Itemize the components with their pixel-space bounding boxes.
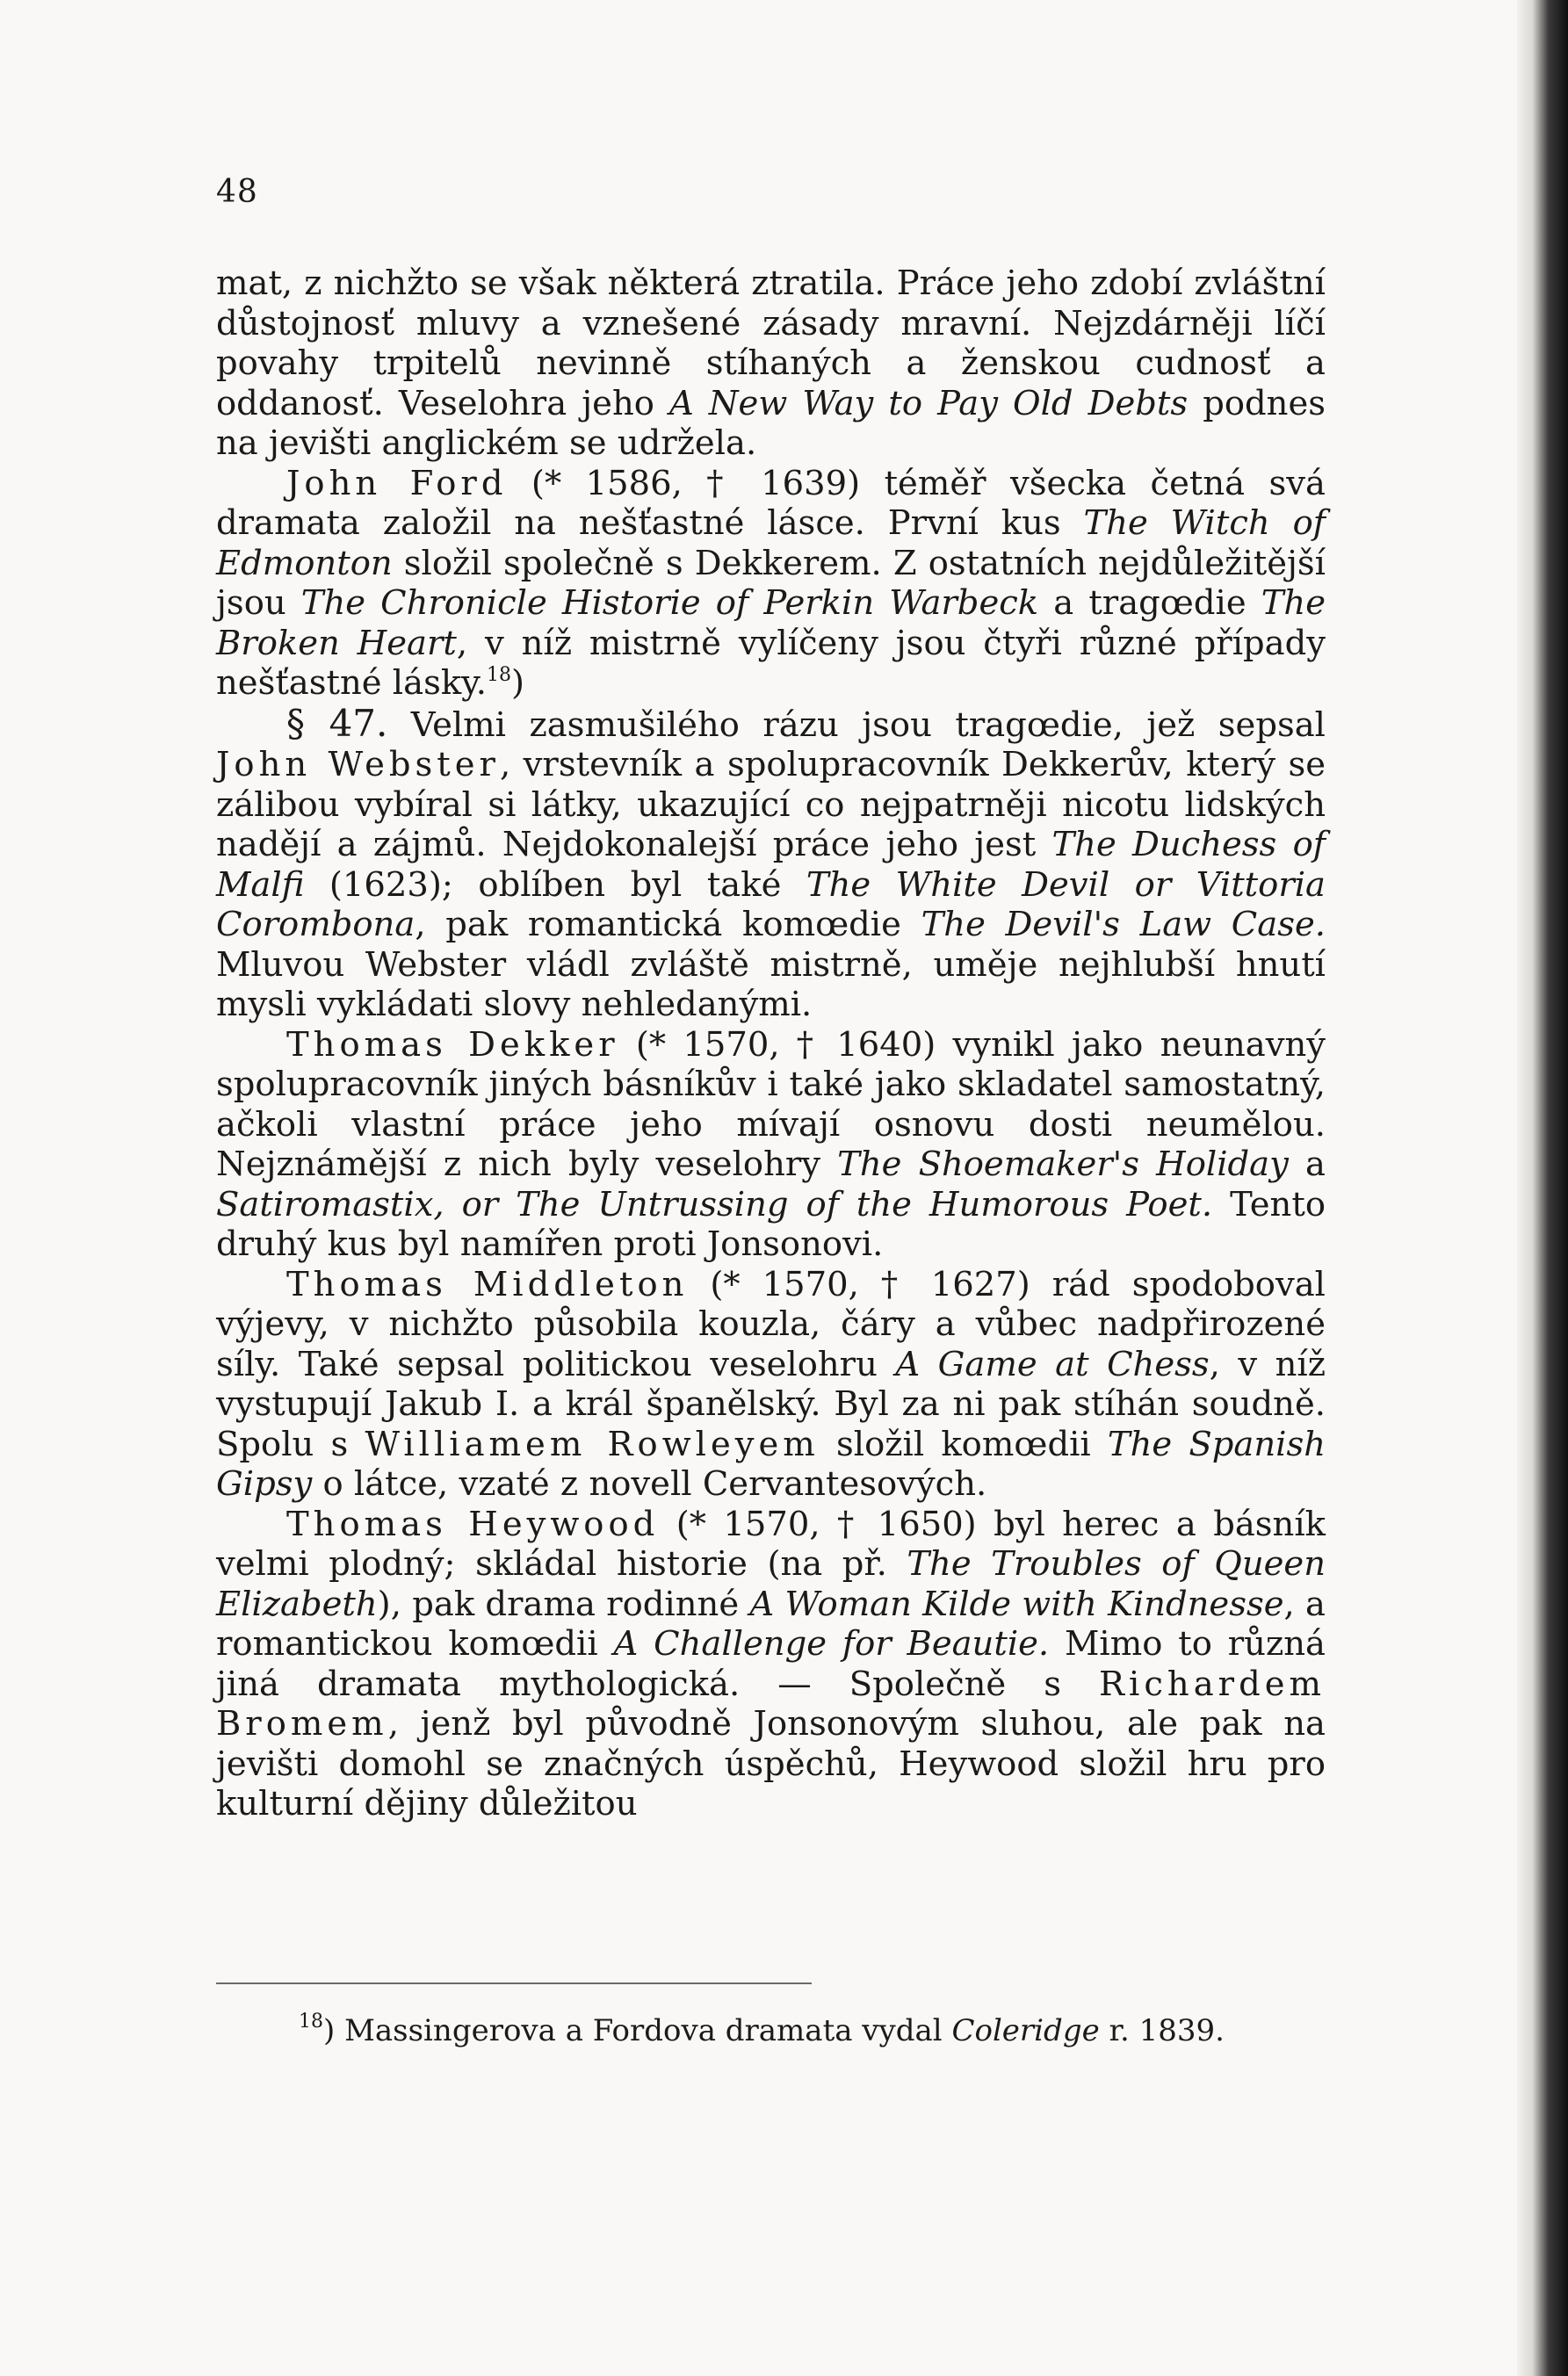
paragraph-thomas-middleton (216, 1265, 1326, 1505)
work-title: Satiromastix, or The Untrussing of the Humorous Poet. (216, 1184, 1213, 1224)
work-title: A Game at Chess (895, 1344, 1210, 1384)
text-run: a (1288, 1145, 1326, 1184)
footnote-text: r. 1839. (1099, 2013, 1225, 2048)
author-name: Williamem Rowleyem (365, 1424, 820, 1464)
work-title: The Witch of Edmonton (216, 503, 1326, 583)
text-run: Tento druhý kus byl namířen proti Jonsonovi. (216, 1184, 1326, 1264)
footnote-18 (299, 2013, 1326, 2048)
text-run: mat, z nichžto se však některá ztratila. Práce jeho zdobí zvláštní důstojnosť mluvy a vznešené zásady mravní. Nejzdárněji líčí povahy trpitelů nevinně stíhaných a ženskou cudnosť a oddanosť. Veselohra jeho (216, 264, 1326, 423)
work-title: The Devil's Law Case. (921, 905, 1326, 944)
footnote-mark: 18 (299, 2011, 323, 2033)
text-run: podnes na jevišti anglickém se udržela. (216, 383, 1326, 463)
footnote-reference[interactable]: 18 (487, 664, 512, 686)
work-title: The Spanish Gipsy (216, 1424, 1326, 1504)
work-title: The Broken Heart (216, 583, 1326, 663)
text-run: složil společně s Dekkerem. Z ostatních nejdůležitější jsou (216, 543, 1326, 623)
text-run: (* 1570, † 1640) vynikl jako neunavný spolupracovník jiných básníkův i také jako skladatel samostatný, ačkoli vlastní práce jeho mívají osnovu dosti neumělou. Nejznámější z nich byly veselohry (216, 1024, 1326, 1184)
text-run: o látce, vzaté z novell Cervantesových. (312, 1464, 987, 1504)
author-name: John Webster (216, 745, 500, 784)
work-title: The Shoemaker's Holiday (837, 1145, 1289, 1184)
text-run: , v níž mistrně vylíčeny jsou čtyři různé případy nešťastné lásky. (216, 623, 1326, 703)
section-number: § 47. (286, 701, 388, 745)
text-run: , pak romantická komœdie (415, 905, 921, 944)
text-run: Mimo to různá jiná dramata mythologická. — Společně s (216, 1624, 1326, 1704)
text-run: (1623); oblíben byl také (304, 864, 806, 905)
work-title: A Challenge for Beautie. (613, 1624, 1050, 1664)
paragraph-john-ford (216, 464, 1326, 704)
text-run: ), pak drama rodinné (377, 1584, 750, 1624)
paragraph-massinger-continued (216, 264, 1326, 464)
text-run: (* 1586, † 1639) téměř všecka četná svá dramata založil na nešťastné lásce. První kus (216, 463, 1326, 543)
author-name: Richardem Bromem (216, 1664, 1326, 1744)
paragraph-section-47-webster (216, 701, 1326, 1025)
work-title: A Woman Kilde with Kindnesse (749, 1584, 1284, 1624)
work-title: The White Devil or Vittoria Corombona (216, 864, 1326, 944)
text-run: Mluvou Webster vládl zvláště mistrně, uměje nejhlubší hnutí mysli vykládati slovy nehledanými. (216, 944, 1326, 1024)
page-number: 48 (216, 174, 258, 210)
paragraph-thomas-dekker (216, 1025, 1326, 1265)
text-run: (* 1570, † 1650) byl herec a básník velmi plodný; skládal historie (na př. (216, 1504, 1326, 1584)
footnote-divider (216, 1982, 812, 1984)
work-title: The Chronicle Historie of Perkin Warbeck (300, 583, 1039, 623)
author-name: John Ford (286, 463, 508, 503)
footnote-text: ) Massingerova a Fordova dramata vydal (323, 2013, 952, 2048)
paragraph-thomas-heywood (216, 1505, 1326, 1824)
author-name: Thomas Heywood (286, 1504, 660, 1544)
text-run: , a romantickou komœdii (216, 1584, 1326, 1664)
footnote-editor-name: Coleridge (951, 2013, 1100, 2048)
text-run: a tragœdie (1038, 583, 1261, 623)
text-run: , vrstevník a spolupracovník Dekkerův, který se zálibou vybíral si látky, ukazující co nejpatrněji nicotu lidských nadějí a zájmů. Nejdokonalejší práce jeho jest (216, 745, 1326, 864)
text-run: Velmi zasmušilého rázu jsou tragœdie, jež sepsal (387, 704, 1326, 745)
work-title: The Troubles of Queen Elizabeth (216, 1544, 1326, 1624)
text-run: (* 1570, † 1627) rád spodoboval výjevy, v nichžto působila kouzla, čáry a vůbec nadpřirozené síly. Také sepsal politickou veselohru (216, 1264, 1326, 1384)
author-name: Thomas Middleton (286, 1264, 689, 1304)
text-run: složil komœdii (819, 1424, 1108, 1464)
text-run: , v níž vystupují Jakub I. a král španělský. Byl za ni pak stíhán soudně. Spolu s (216, 1344, 1326, 1464)
text-run: ) (511, 663, 525, 703)
author-name: Thomas Dekker (286, 1024, 619, 1065)
scan-shadow-edge (1517, 0, 1568, 2376)
text-run: , jenž byl původně Jonsonovým sluhou, ale pak na jevišti domohl se značných úspěchů, Heywood složil hru pro kulturní dějiny důležitou (216, 1704, 1326, 1824)
body-text (216, 264, 1326, 1824)
work-title: The Duchess of Malfi (216, 825, 1326, 905)
work-title: A New Way to Pay Old Debts (669, 383, 1189, 423)
